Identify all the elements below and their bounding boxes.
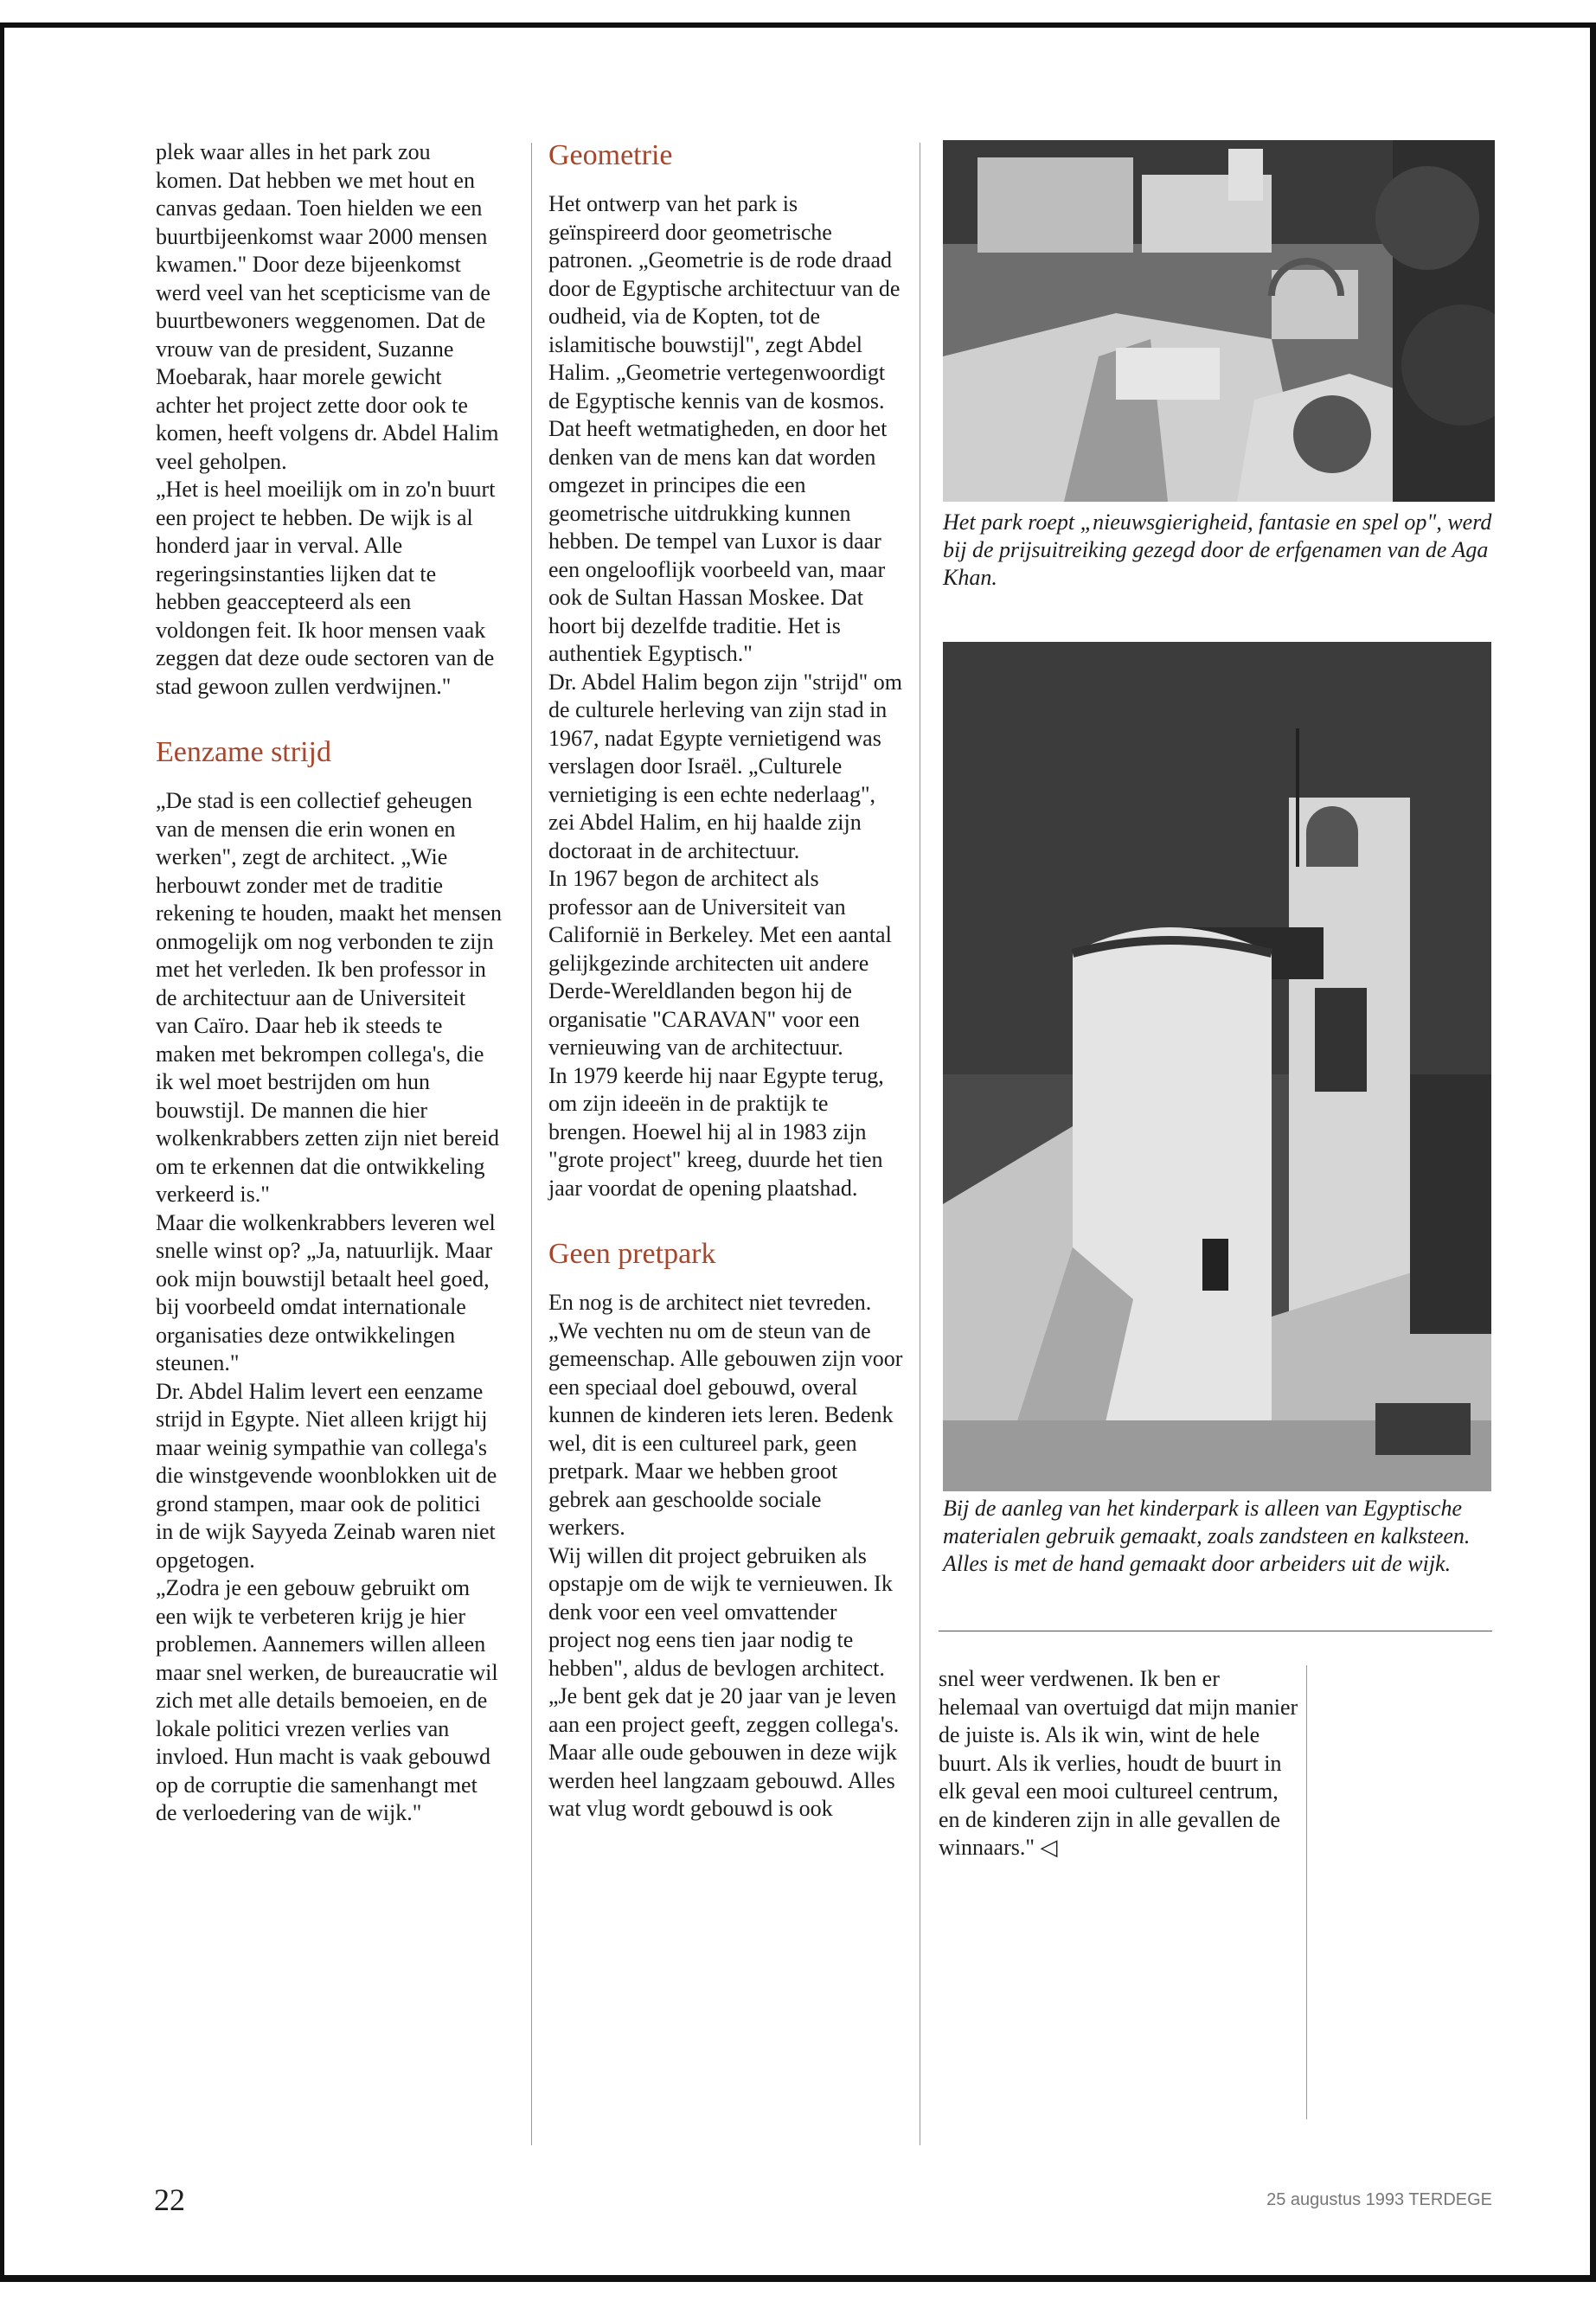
paragraph: „De stad is een collectief geheugen van de mensen die erin wonen en werken", zegt de architect. „Wie herbouwt zonder met de traditie rekening te houden, maakt het mensen onmogelijk om nog verbonden te zijn met het verleden. Ik ben professor in de architectuur aan de Universiteit van Caïro. Daar heb ik steeds te maken met bekrompen collega's, die ik wel moet bestrijden om hun bouwstijl. De mannen die hier wolkenkrabbers zetten zijn niet bereid om te erkennen dat die ontwikkeling verkeerd is." xyxy=(156,788,502,1207)
park-photo xyxy=(943,140,1495,502)
article-column-3 xyxy=(939,1665,1302,1862)
page-frame-top xyxy=(0,22,1596,28)
paragraph: En nog is de architect niet tevreden. „We vechten nu om de steun van de gemeenschap. Alle gebouwen zijn voor een speciaal doel gebouwd, overal kunnen de kinderen iets leren. Bedenk wel, dit is een cultureel park, geen pretpark. Maar we hebben groot gebrek aan geschoolde sociale werkers. xyxy=(548,1290,903,1540)
photo-caption: Bij de aanleg van het kinderpark is alleen van Egyptische materialen gebruik gemaakt, zoals zandsteen en kalksteen. Alles is met de hand gemaakt door arbeiders uit de wijk. xyxy=(943,1496,1471,1576)
paragraph xyxy=(939,1665,1302,1862)
paragraph: In 1967 begon de architect als professor aan de Universiteit van Californië in Berkeley. Met een aantal gelijkgezinde architecten uit andere Derde-Wereldlanden begon hij de organisatie "CARAVAN" voor een vernieuwing van de architectuur. xyxy=(548,866,892,1060)
paragraph: plek waar alles in het park zou komen. Dat hebben we met hout en canvas gedaan. Toen hielden we een buurtbijeenkomst waar 2000 mensen kwamen." Door deze bijeenkomst werd veel van het scepticisme van de buurtbewoners weggenomen. Dat de vrouw van de president, Suzanne Moebarak, haar morele gewicht achter het project zette door ook te komen, heeft volgens dr. Abdel Halim veel geholpen. xyxy=(156,139,499,474)
paragraph: In 1979 keerde hij naar Egypte terug, om zijn ideeën in de praktijk te brengen. Hoewel hij al in 1983 zijn "grote project" kreeg, duurde het tien jaar voordat de opening plaatshad. xyxy=(548,1062,884,1201)
column-divider xyxy=(531,143,532,2145)
section-heading-eenzame-strijd: Eenzame strijd xyxy=(156,736,331,768)
column-divider xyxy=(1306,1665,1307,2119)
photo-caption: Het park roept „nieuwsgierigheid, fantasie en spel op", werd bij de prijsuitreiking gezegd door de erfgenamen van de Aga Khan. xyxy=(943,510,1492,590)
paragraph: Het ontwerp van het park is geïnspireerd door geometrische patronen. „Geometrie is de rode draad door de Egyptische architectuur van de oudheid, via de Kopten, tot de islamitische bouwstijl", zegt Abdel Halim. „Geometrie vertegenwoordigt de Egyptische kennis van de kosmos. Dat heeft wetmatigheden, en door het denken van de mens kan dat worden omgezet in principes die een geometrische uitdrukking kunnen hebben. De tempel van Luxor is daar een ongelooflijk voorbeeld van, maar ook de Sultan Hassan Moskee. Dat hoort bij dezelfde traditie. Het is authentiek Egyptisch." xyxy=(548,191,901,666)
paragraph: Maar die wolkenkrabbers leveren wel snelle winst op? „Ja, natuurlijk. Maar ook mijn bouwstijl betaalt heel goed, bij voorbeeld omdat internationale organisaties deze ontwikkelingen steunen." xyxy=(156,1209,496,1375)
park-photo-illustration xyxy=(943,140,1495,502)
paragraph: Wij willen dit project gebruiken als opstapje om de wijk te vernieuwen. Ik denk voor een veel omvattender project nog eens tien jaar nodig te hebben", aldus de bevlogen architect. „Je bent gek dat je 20 jaar van je leven aan een project geeft, zeggen collega's. Maar alle oude gebouwen in deze wijk werden heel langzaam gebouwd. Alles wat vlug wordt gebouwd is ook xyxy=(548,1542,900,1821)
page-frame-bottom xyxy=(0,2275,1596,2282)
tower-photo xyxy=(943,642,1491,1491)
paragraph: Dr. Abdel Halim begon zijn "strijd" om de culturele herleving van zijn stad in 1967, nadat Egypte vernietigend was verslagen door Israël. „Culturele vernietiging is een echte nederlaag", zei Abdel Halim, en hij haalde zijn doctoraat in de architectuur. xyxy=(548,669,903,863)
page-frame-left xyxy=(0,22,4,2279)
page-number: 22 xyxy=(154,2182,185,2217)
paragraph: „Zodra je een gebouw gebruikt om een wijk te verbeteren krijg je hier problemen. Aannemers willen alleen maar snel werken, de bureaucratie wil zich met alle details bemoeien, en de lokale politici vrezen verlies van invloed. Hun macht is vaak gebouwd op de corruptie die samenhangt met de verloedering van de wijk." xyxy=(156,1575,498,1825)
paragraph-text: snel weer verdwenen. Ik ben er helemaal van overtuigd dat mijn manier de juiste is. Als ik win, wint de hele buurt. Als ik verlies, houdt de buurt in elk geval een mooi cultureel centrum, en de kinderen zijn in alle gevallen de winnaars." xyxy=(939,1666,1298,1860)
end-mark: ◁ xyxy=(1040,1835,1058,1860)
paragraph: „Het is heel moeilijk om in zo'n buurt een project te hebben. De wijk is al honderd jaar in verval. Alle regeringsinstanties lijken dat te hebben geaccepteerd als een voldongen feit. Ik hoor mensen vaak zeggen dat deze oude sectoren van de stad gewoon zullen verdwijnen." xyxy=(156,477,496,699)
page-frame-right xyxy=(1590,22,1596,2279)
article-column-1 xyxy=(156,138,502,1828)
tower-photo-illustration xyxy=(943,642,1491,1491)
article-column-2 xyxy=(548,138,903,1823)
section-heading-geometrie: Geometrie xyxy=(548,139,673,171)
section-heading-geen-pretpark: Geen pretpark xyxy=(548,1238,716,1270)
paragraph: Dr. Abdel Halim levert een eenzame strijd in Egypte. Niet alleen krijgt hij maar weinig sympathie van collega's die winstgevende woonblokken uit de grond stampen, maar ook de politici in de wijk Sayyeda Zeinab waren niet opgetogen. xyxy=(156,1378,497,1573)
issue-info: 25 augustus 1993 TERDEGE xyxy=(1266,2190,1492,2209)
